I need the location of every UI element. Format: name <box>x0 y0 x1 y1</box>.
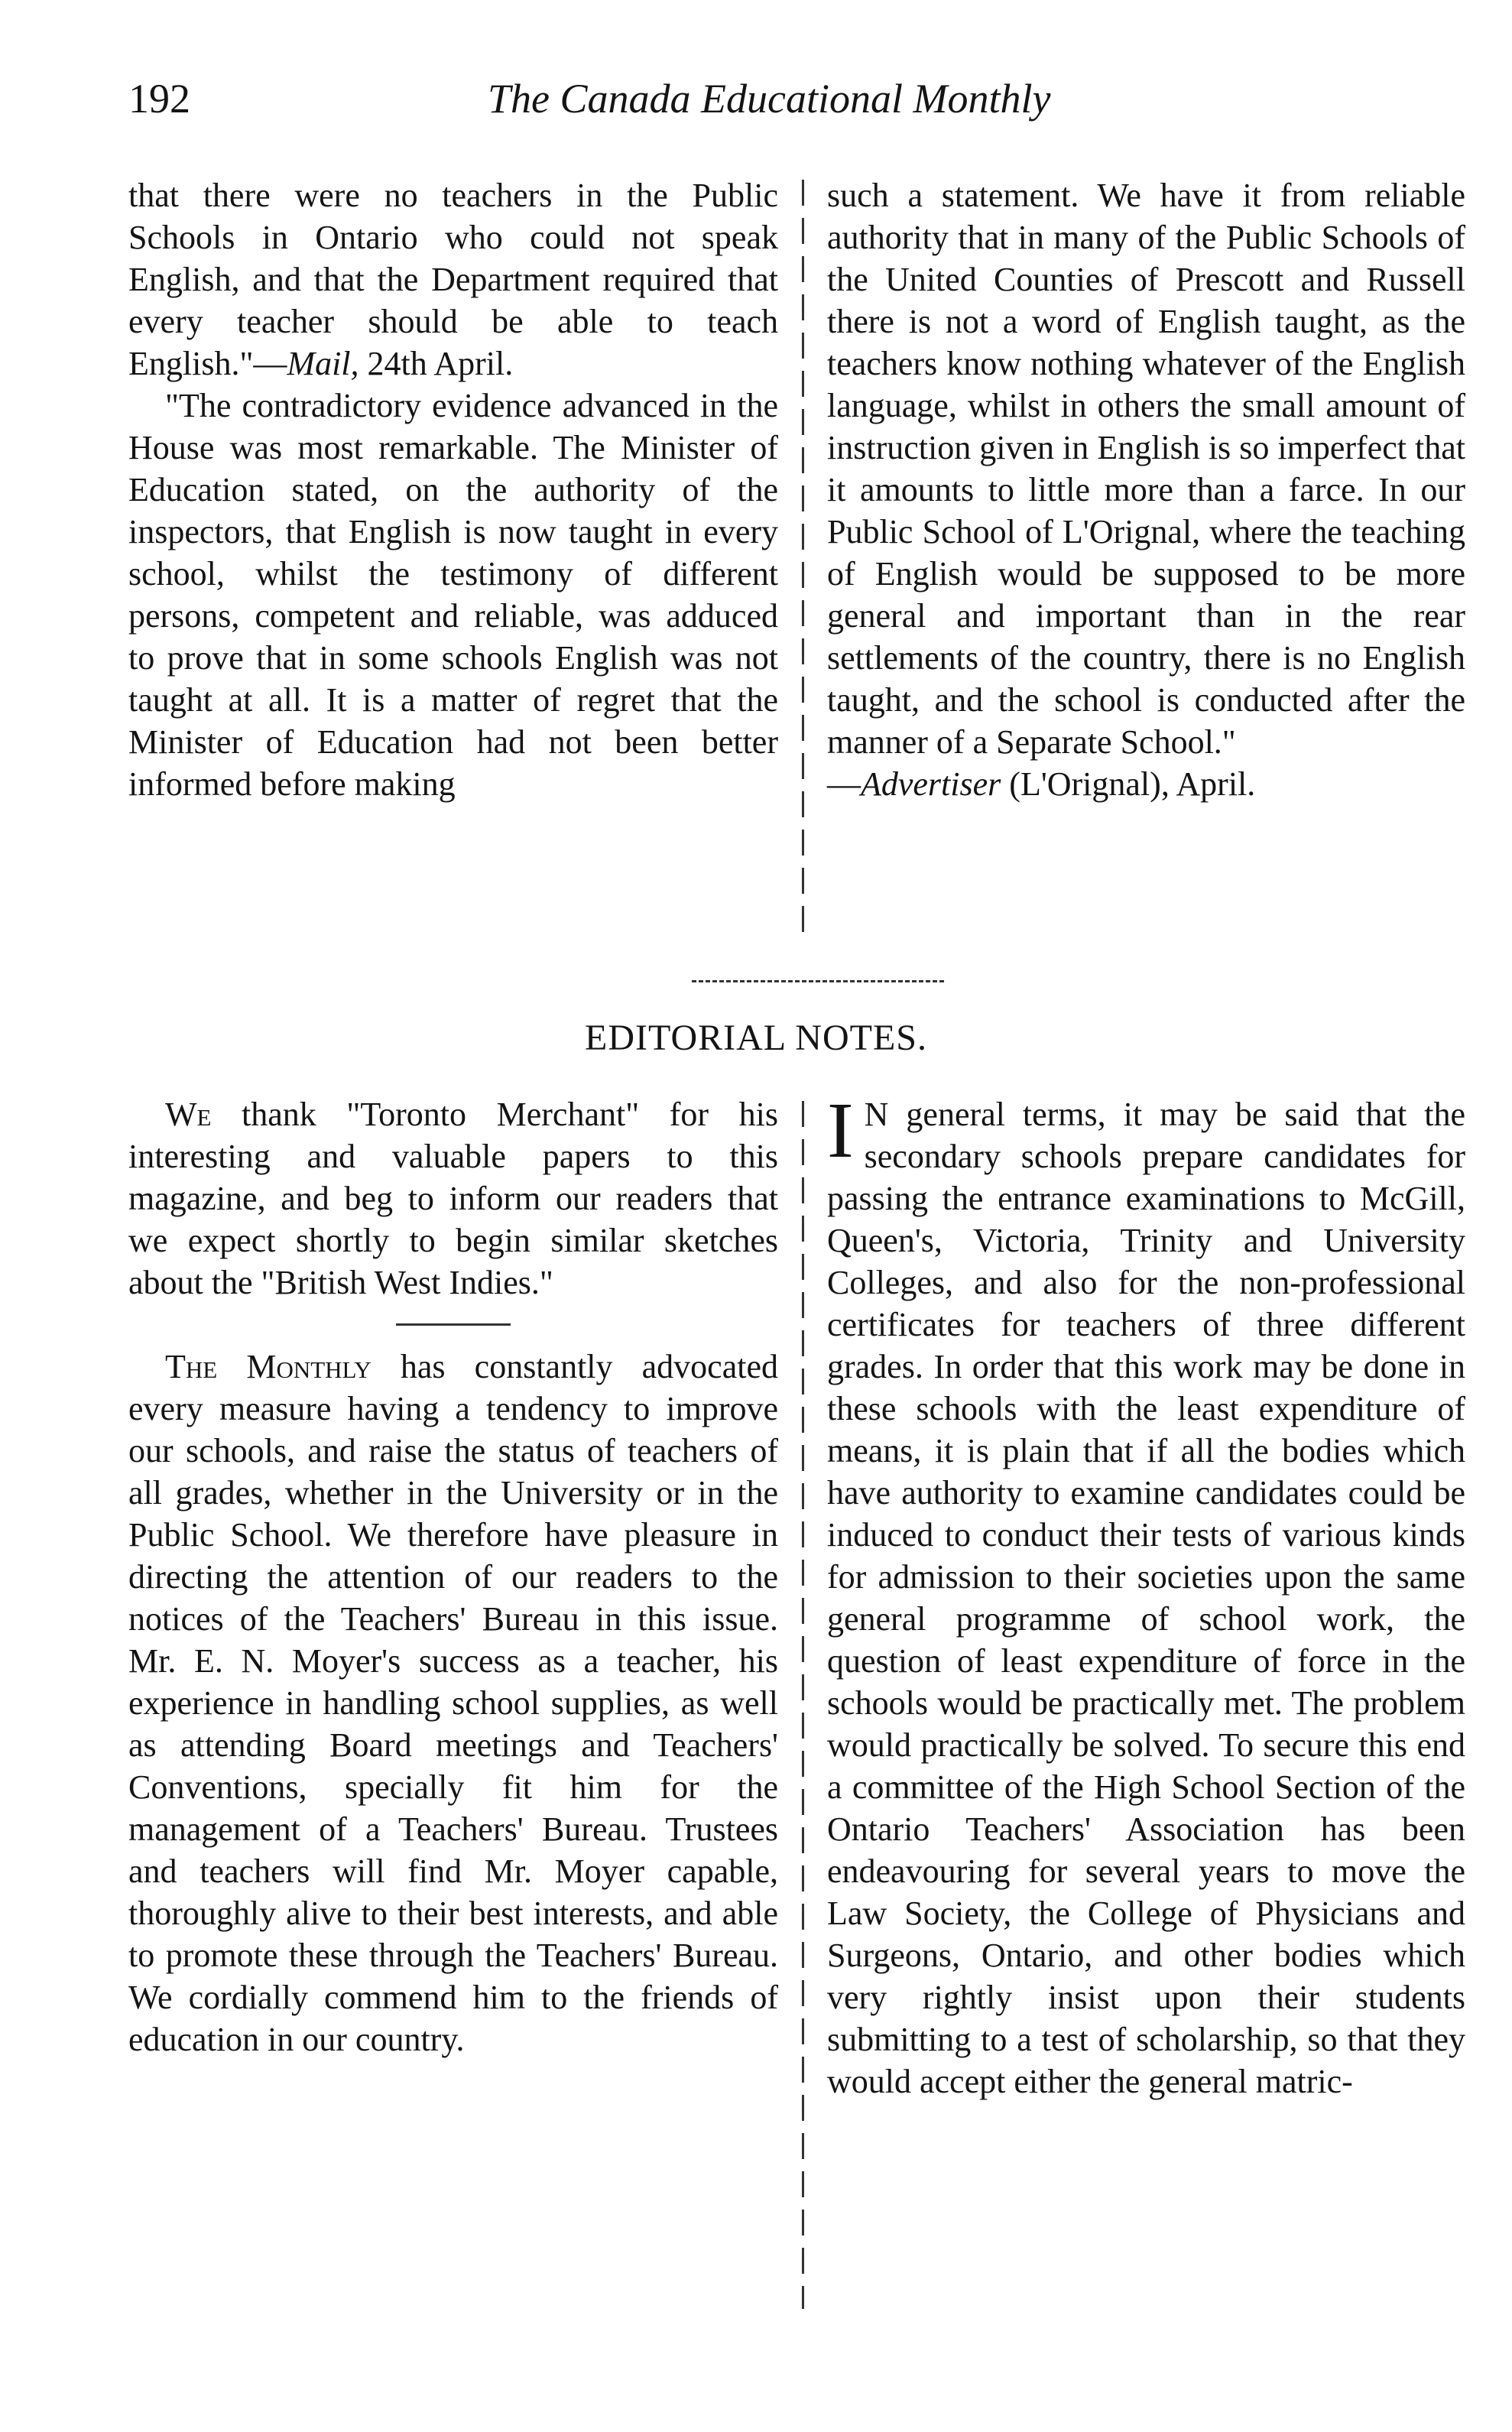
top-left-column <box>128 174 778 805</box>
drop-cap: I <box>827 1086 854 1174</box>
source-line <box>827 763 1465 805</box>
continued-paragraph <box>128 174 778 385</box>
editorial-note <box>128 1346 778 2060</box>
section-divider <box>692 980 944 982</box>
running-title: The Canada Educational Monthly <box>488 76 1051 122</box>
paragraph-text: that there were no teachers in the Public Schools in Ontario who could not speak English, and that the Department required that every teacher should be able to teach English."— <box>128 177 778 382</box>
note-lead: We <box>165 1096 212 1133</box>
source-citation: Mail, <box>287 345 359 382</box>
editorial-note <box>128 1093 778 1304</box>
note-text: N general terms, it may be said that the secondary schools prepare candidates for passing the entrance examinations to McGill, Queen's, Victoria, Trinity and University Colleges, and also for the non-professional certificates for teachers of three different grades. In order that this work may be done in these schools with the least expenditure of means, it is plain that if all the bodies which have authority to examine candidates could be induced to conduct their tests of various kinds for admission to their societies upon the same general programme of school work, the question of least expenditure of force in the schools would be practically met. The problem would practically be solved. To secure this end a committee of the High School Section of the Ontario Teachers' Association has been endeavouring for several years to move the Law Society, the College of Physicians and Surgeons, Ontario, and other bodies which very rightly insist upon their students submitting to a test of scholarship, so that they would accept either the general matric- <box>827 1096 1465 2100</box>
source-suffix: (L'Orignal), April. <box>1001 765 1256 803</box>
note-text: has constantly advocated every measure having a tendency to improve our schools, and raise the status of teachers of all grades, whether in the University or in the Public School. We therefore have pleasure in directing the attention of our readers to the notices of the Teachers' Bureau in this issue. Mr. E. N. Moyer's success as a teacher, his experience in handling school supplies, as well as attending Board meetings and Teachers' Conventions, specially fit him for the management of a Teachers' Bureau. Trustees and teachers will find Mr. Moyer capable, thoroughly alive to their best interests, and able to promote these through the Teachers' Bureau. We cordially commend him to the friends of education in our country. <box>128 1348 778 2058</box>
column-divider-top <box>802 180 804 944</box>
citation-date: 24th April. <box>359 345 514 382</box>
section-title: EDITORIAL NOTES. <box>585 1018 927 1058</box>
note-lead: The Monthly <box>165 1348 372 1385</box>
editorial-note <box>827 1086 1465 2102</box>
continued-paragraph: such a statement. We have it from reliable authority that in many of the Public Schools of the United Counties of Prescott and Russell there is not a word of English taught, as the teachers know nothing whatever of the English language, whilst in others the small amount of instruction given in English is so imperfect that it amounts to little more than a farce. In our Public School of L'Orignal, where the teaching of English would be supposed to be more general and important than in the rear settlements of the country, there is no English taught, and the school is conducted after the manner of a Separate School." <box>827 177 1465 761</box>
note-text: thank "Toronto Merchant" for his interesting and valuable papers to this magazine, and beg to inform our readers that we expect shortly to begin similar sketches about the "British West Indies." <box>128 1096 778 1301</box>
bottom-left-column <box>128 1093 778 2060</box>
page-header <box>128 75 1137 136</box>
top-right-column <box>827 174 1465 805</box>
source-name: Advertiser <box>861 765 1001 803</box>
bottom-right-column <box>827 1086 1465 2102</box>
source-dash: — <box>827 765 861 803</box>
column-divider-bottom <box>802 1101 804 2309</box>
quoted-paragraph: "The contradictory evidence advanced in the House was most remarkable. The Minister of Education stated, on the authority of the inspectors, that English is now taught in every school, whilst the testimony of different persons, competent and reliable, was adduced to prove that in some schools English was not taught at all. It is a matter of regret that the Minister of Education had not been better informed before making <box>128 387 778 803</box>
page-number: 192 <box>128 76 190 122</box>
note-separator <box>396 1323 511 1326</box>
